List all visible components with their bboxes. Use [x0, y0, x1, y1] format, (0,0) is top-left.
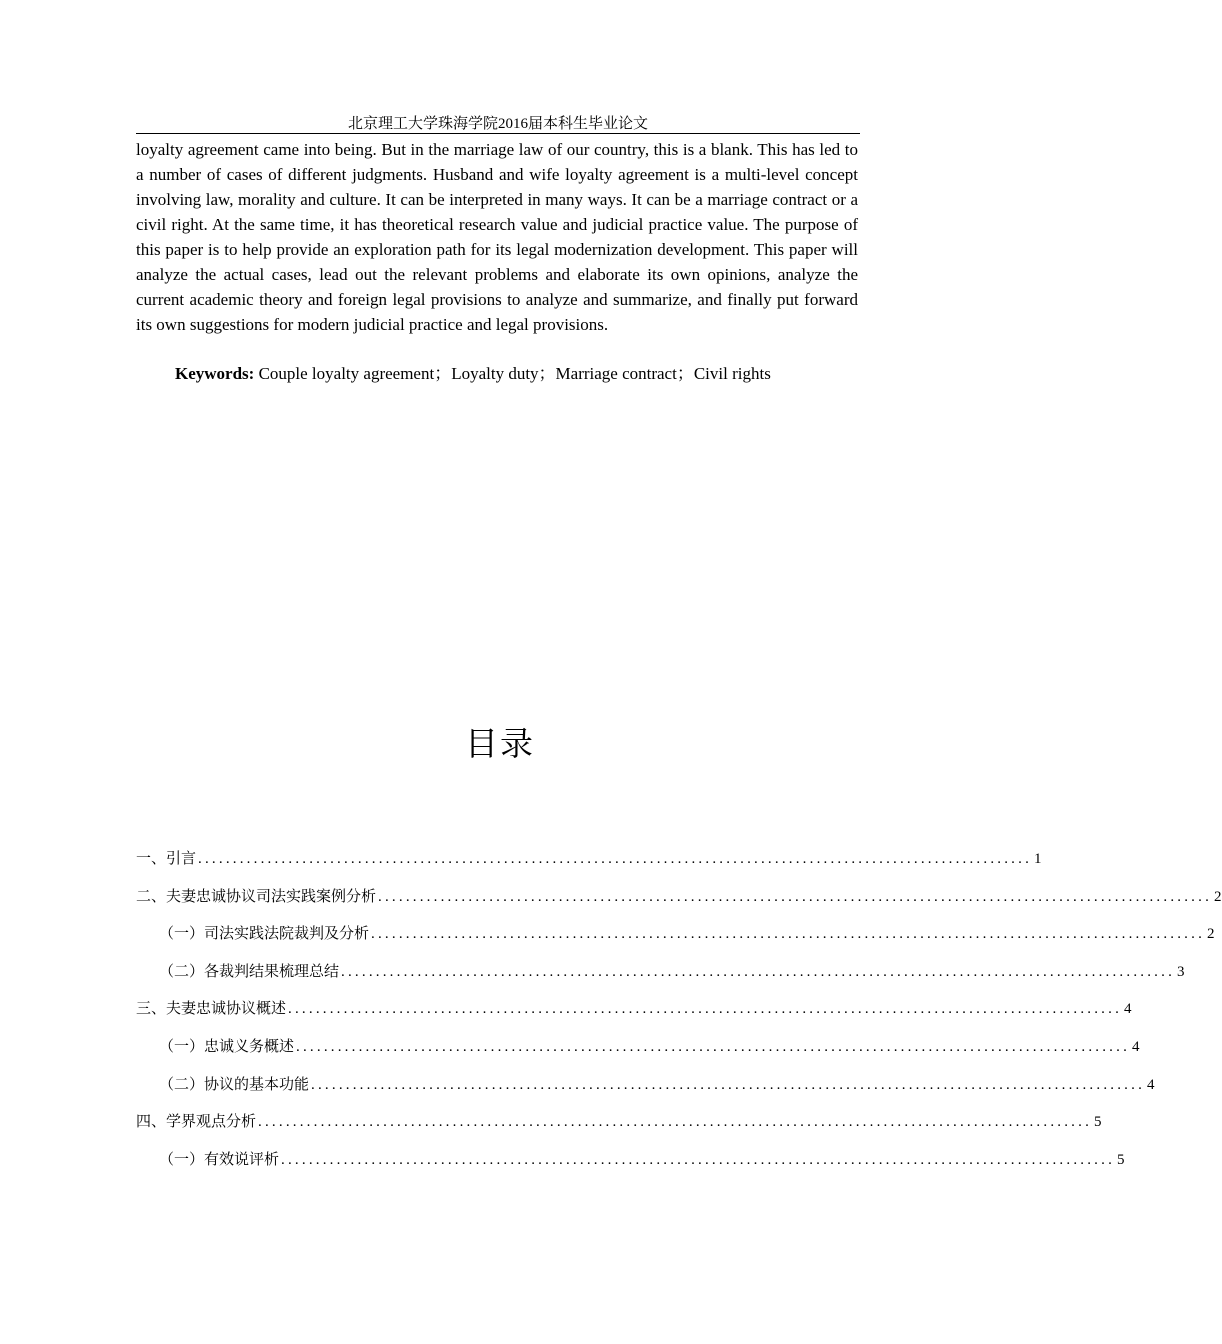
toc-entry-label: （一）有效说评析: [159, 1151, 280, 1168]
toc-dot-leader: ........................................................................................................................: [296, 1038, 1131, 1055]
toc-dot-leader: ........................................................................................................................: [288, 1001, 1123, 1018]
toc-page-number: 1: [1034, 851, 1042, 867]
toc-entry[interactable]: [136, 922, 1215, 946]
toc-dot-leader: ........................................................................................................................: [258, 1114, 1093, 1131]
toc-entry[interactable]: [136, 997, 1132, 1021]
toc-entry[interactable]: [136, 1110, 1102, 1134]
keywords-text: Couple loyalty agreement；Loyalty duty；Marriage contract；Civil rights: [258, 364, 771, 383]
toc-entry-label: （一）司法实践法院裁判及分析: [159, 926, 370, 943]
toc-entry[interactable]: [136, 847, 1042, 871]
toc-entry[interactable]: [136, 960, 1185, 984]
toc-dot-leader: ........................................................................................................................: [341, 963, 1176, 980]
header-rule: [136, 133, 860, 134]
toc-title: 目录: [465, 724, 535, 763]
toc-page-number: 4: [1132, 1038, 1140, 1055]
toc-dot-leader: ........................................................................................................................: [371, 926, 1206, 943]
toc-entry-label: 二、夫妻忠诚协议司法实践案例分析: [136, 888, 377, 905]
toc-entry-label: 三、夫妻忠诚协议概述: [136, 1001, 287, 1018]
toc-page-number: 4: [1124, 1001, 1132, 1018]
keywords-label: Keywords:: [175, 364, 255, 383]
running-header: 北京理工大学珠海学院2016届本科生毕业论文: [347, 116, 648, 132]
toc-page-number: 2: [1214, 888, 1222, 905]
toc-page-number: 4: [1147, 1076, 1155, 1093]
toc-dot-leader: ........................................................................................................................: [378, 888, 1213, 905]
toc-entry-label: （一）忠诚义务概述: [159, 1038, 295, 1055]
toc-entry-label: （二）各裁判结果梳理总结: [159, 963, 340, 980]
table-of-contents: [136, 847, 1222, 1172]
toc-dot-leader: ........................................................................................................................: [311, 1076, 1146, 1093]
abstract-paragraph: loyalty agreement came into being. But in the marriage law of our country, this is a blank. This has led to a number of cases of different judgments. Husband and wife loyalty agreement is a multi-level concept involving law, morality and culture. It can be interpreted in many ways. It can be a marriage contract or a civil right. At the same time, it has theoretical research value and judicial practice value. The purpose of this paper is to help provide an exploration path for its legal modernization development. This paper will analyze the actual cases, lead out the relevant problems and elaborate its own opinions, analyze the current academic theory and foreign legal provisions to analyze and summarize, and finally put forward its own suggestions for modern judicial practice and legal provisions.: [136, 140, 858, 334]
toc-entry[interactable]: [136, 1148, 1125, 1172]
toc-page-number: 5: [1117, 1151, 1125, 1168]
toc-entry-label: 一、引言: [136, 851, 197, 867]
toc-entry-label: 四、学界观点分析: [136, 1114, 257, 1131]
toc-page-number: 5: [1094, 1114, 1102, 1131]
keywords-line: [175, 361, 771, 386]
toc-page-number: 3: [1177, 963, 1185, 980]
toc-dot-leader: ........................................................................................................................: [198, 851, 1033, 867]
toc-entry-label: （二）协议的基本功能: [159, 1076, 310, 1093]
toc-entry[interactable]: [136, 1073, 1155, 1097]
toc-entry[interactable]: [136, 1035, 1140, 1059]
toc-entry[interactable]: [136, 885, 1222, 909]
toc-dot-leader: ........................................................................................................................: [281, 1151, 1116, 1168]
toc-page-number: 2: [1207, 926, 1215, 943]
